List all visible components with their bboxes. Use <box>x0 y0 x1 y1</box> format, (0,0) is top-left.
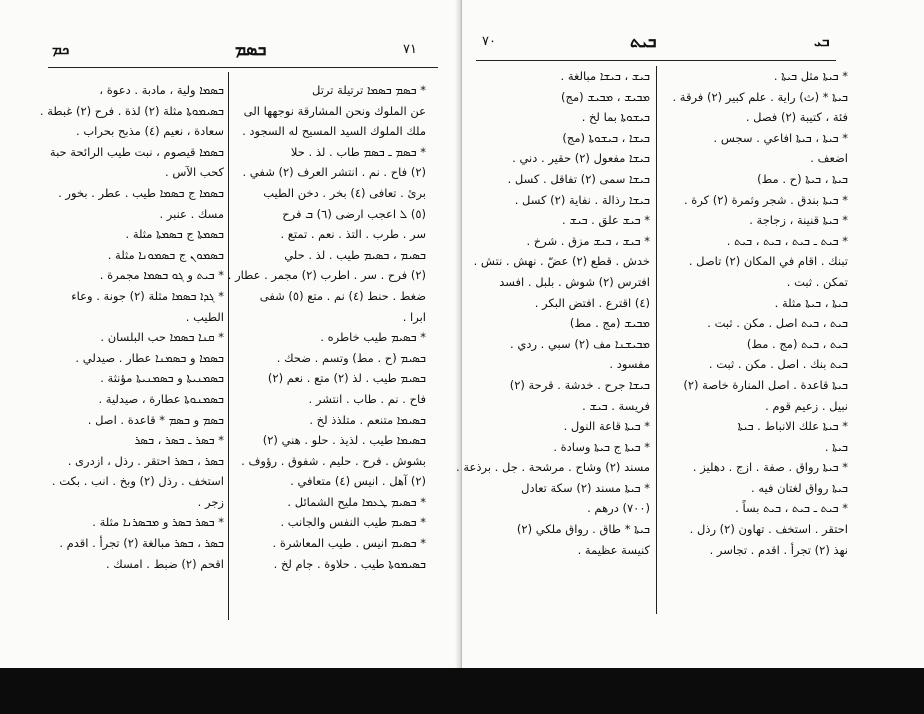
entry-line: ضغط . حنط (٤) نم . متع (٥) شفى <box>259 288 426 303</box>
entry-line: (٢) آهل . انيس (٤) متعافي . <box>290 474 426 489</box>
entry-line: * ܒܝܬܐ رواق . صفة . ازج . دهليز . <box>692 460 848 475</box>
left-page-number: ٧١ <box>403 42 417 57</box>
entry-line: ܒܣܡܐ ج ܒܣܡܐ طيب . عطر . بخور . <box>58 185 224 200</box>
entry-line: ܒܝܫܐ مفعول (٢) حقير . دني . <box>512 151 650 166</box>
entry-line: خدش . قطع (٢) عضّ . نهش . نتش . <box>473 254 650 269</box>
entry-line: * ܒܝܬ و ܓܘ ܒܣܡܐ مجمرة . <box>99 268 224 283</box>
left-page-header-word-center: ܒܣܡ <box>235 40 267 60</box>
entry-line: تبنك . اقام في المكان (٢) تاصل . <box>688 254 848 269</box>
right-page <box>456 0 924 668</box>
entry-line: ܒܝܬܐ . <box>824 439 848 454</box>
entry-line: استخف . رذل (٢) وبخ . انب . بكت . <box>51 474 224 489</box>
entry-line: (٥) ܠ اعجب ارضى (٦) ܒ فرح <box>282 206 426 221</box>
entry-line: ܒܝܬܐ * طاق . رواق ملكي (٢) <box>516 522 650 537</box>
entry-line: زجر . <box>197 494 224 509</box>
entry-line: ܒܣܝܡܘܬܐ طيب . حلاوة . جام لخ . <box>273 556 426 571</box>
right-page-header-word-left: ܒܝܬ <box>630 32 657 52</box>
entry-line: ملك الملوك السيد المسيح له السجود . <box>242 124 426 139</box>
entry-line: سعادة ، نعيم (٤) مذبح بحراب . <box>76 124 224 139</box>
entry-line: ܒܣܡܢܘܬܐ عطارة ، صيدلية . <box>98 391 224 406</box>
entry-line: * ܒܣܪ ـ ܒܣܪ ، ܒܣܪ <box>134 433 224 448</box>
entry-line: * ܒܝܬܐ قنينة ، زجاجة . <box>749 213 848 228</box>
entry-line: ܒܣܝܡܐ طيب . لذيذ . حلو . هني (٢) <box>262 433 426 448</box>
entry-line: * ܒܝܬܐ ج ܒܝܬܐ وسادة . <box>553 439 650 454</box>
entry-line: * ܒܝܬܐ بندق . شجر وثمرة (٢) كرة . <box>683 192 848 207</box>
entry-line: ܒܝܫ ، ܒܝܫܐ مبالغة . <box>560 69 650 83</box>
entry-line: ܒܝܬܐ قاعدة . اصل المنارة خاصة (٢) <box>683 377 848 392</box>
entry-line: كحب الآس . <box>165 165 224 180</box>
entry-line: فاح . نم . طاب . انتشر . <box>308 391 426 406</box>
entry-line: ܒܣܪ ، ܒܣܪ مبالغة (٢) تجرأ . اقدم . <box>59 536 224 551</box>
entry-line: ܒܝܬܐ رواق لغتان فيه . <box>751 480 848 495</box>
entry-line: مسند (٢) وشاح . مرشحة . جل . برذعة . <box>456 460 650 475</box>
entry-line: * ܒܝܬܐ مثل ܒܝܬܐ . <box>773 69 848 83</box>
entry-line: ܒܣܝܡ (ح . مط) وتسم . ضحك . <box>276 350 426 365</box>
entry-line: * ܒܣܡ ـ ܒܣܡ طاب . لذ . حلا <box>290 144 426 159</box>
entry-line: * ܒܝܬܐ مسند (٢) سكة تعادل <box>521 480 650 495</box>
entry-line: برئ . تعافى (٤) بخر . دخن الطيب <box>263 185 426 200</box>
entry-line: ܒܝܫܐ ، ܒܝܫܘܬܐ (مج) <box>562 130 650 145</box>
entry-line: * ܒܣܡ ܒܣܡܐ ترتيلة ترتل <box>311 83 426 97</box>
right-page-header-rule <box>476 60 836 61</box>
entry-line: ܒܣܡܐ قيصوم ، نبت طيب الرائحة حبة <box>49 144 224 159</box>
entry-line: ܡܒܝܫ (مج . مط) <box>569 316 650 331</box>
entry-line: سر . طرب . التذ . نعم . تمتع . <box>280 227 426 242</box>
entry-line: احتقر . استخف . تهاون (٢) رذل . <box>689 522 848 537</box>
entry-line: ܒܝܬ ، ܒܝܬ (مج . مط) <box>746 336 848 351</box>
entry-line: * ܒܝܫ علق . ܒܝܫ . <box>562 213 650 228</box>
right-page-column-divider <box>656 66 657 614</box>
entry-line: نهذ (٢) تجرأ . اقدم . تجاسر . <box>709 542 848 557</box>
entry-line: ܒܝܫܐ جرح . خدشة . قرحة (٢) <box>509 377 650 392</box>
entry-line: * ܒܝܬܐ علك الانباط . ܒܝܬܐ <box>737 419 848 434</box>
entry-line: ܒܣܝܡ ، ܒܣܝܡ طيب . لذ . حلي <box>284 247 426 262</box>
entry-line: * ܒܣܝܡ ܛܥܡܐ مليح الشمائل . <box>287 494 426 509</box>
right-page-left-column <box>456 66 650 560</box>
entry-line: نبيل . زعيم قوم . <box>765 398 848 413</box>
entry-line: تمكن . ثبت . <box>786 274 848 289</box>
entry-line: * ܓܕܐ ܒܣܡܐ مثلة (٢) جونة . وعاء <box>71 288 224 303</box>
entry-line: مفسود . <box>609 357 650 372</box>
entry-line: * ܒܝܬ ـ ܒܝܬ ، ܒܝܬ ، ܒܝܬ . <box>726 233 848 248</box>
entry-line: افترس (٢) شوش . بلبل . افسد <box>499 274 650 289</box>
entry-line: * ܒܝܬ ـ ܒܝܬ ، ܒܝܬ بساً . <box>735 501 848 516</box>
entry-line: الطيب . <box>185 309 224 324</box>
entry-line: ܒܝܬܐ * (ث) راية . علم كبير (٢) فرقة . <box>672 89 848 104</box>
entry-line: ܡܒܝܫ ، ܡܒܝܫ (مج) <box>561 89 650 104</box>
entry-line: ܒܣܡܐ ولية ، مادبة . دعوة ، <box>99 83 224 97</box>
entry-line: اقحم (٢) ضبط . امسك . <box>106 556 224 571</box>
entry-line: ܒܝܫܐ رذالة . نفاية (٢) كسل . <box>514 192 650 207</box>
entry-line: ܒܝܬ بنك . اصل . مكن . ثبت . <box>708 357 848 372</box>
entry-line: كنيسة عظيمة . <box>577 542 650 557</box>
entry-line: * ܒܣܝܡ انيس . طيب المعاشرة . <box>272 536 426 551</box>
entry-line: مسك . عنبر . <box>159 206 224 221</box>
entry-line: ܒܝܬ ، ܒܝܬ اصل . مكن . ثبت . <box>707 316 848 331</box>
left-page-header-word-left: ܟܡ <box>52 40 70 58</box>
left-page-column-divider <box>228 72 229 620</box>
entry-line: ܡܒܝܫܢܐ مف (٢) سبي . ردي . <box>510 336 650 351</box>
entry-line: * ܩܢܐ ܒܣܡܐ حب البلسان . <box>100 330 224 345</box>
entry-line: فريسة . ܒܝܫ . <box>582 398 650 413</box>
entry-line: ابرا . <box>402 309 426 324</box>
left-page-header-rule <box>48 67 438 68</box>
entry-line: * ܒܣܪ ܒܣܪ و ܡܒܣܪܢܐ مثلة . <box>92 515 224 530</box>
left-page-left-column <box>39 80 224 574</box>
entry-line: عن الملوك ونحن المشارقة نوجهها الى <box>243 103 426 118</box>
entry-line: (٢) فرح . سر . اطرب (٢) مجمر . عطار . <box>227 268 426 283</box>
entry-line: (٤) اقترع . افتض البكر . <box>534 295 650 310</box>
entry-line: ܒܣܡܐ و ܒܣܡܢܐ عطار . صيدلي . <box>75 350 224 365</box>
entry-line: ܒܝܬܐ ، ܒܝܬܐ (ح . مط) <box>757 171 848 186</box>
scanner-bottom-edge <box>0 668 924 714</box>
entry-line: ܒܣܪ ، ܒܣܪ احتقر . رذل ، ازدرى . <box>67 453 224 468</box>
entry-line: * ܒܝܬܐ قاعة النول . <box>563 419 650 434</box>
entry-line: ܒܝܫܘܬܐ بما لخ . <box>581 110 650 125</box>
entry-line: (٢) فاح . نم . انتشر العرف (٢) شفي . <box>242 165 426 180</box>
entry-line: * ܒܝܬܐ ، ܒܝܬܐ افاعي . سجس . <box>713 130 848 145</box>
entry-line: ܒܣܝܡܐ متنعم . متلذذ لخ . <box>309 412 426 427</box>
entry-line: ܒܝܬܐ ، ܒܝܬܐ مثلة . <box>774 295 848 310</box>
entry-line: ܒܣܡܬܐ ج ܒܣܡܬܐ مثلة . <box>125 227 224 242</box>
entry-line: ܒܣܡܘܢ ج ܒܣܡܘܢܐ مثلة . <box>107 247 224 262</box>
entry-line: (٧٠٠) درهم . <box>587 501 650 516</box>
entry-line: * ܒܣܝܡ طيب خاطره . <box>320 330 426 345</box>
entry-line: اضعف . <box>810 151 848 166</box>
entry-line: ܒܣܡܢܝܬܐ و ܒܣܡܢܝܬܐ مؤنثة . <box>100 371 224 386</box>
entry-line: * ܒܣܝܡ طيب النفس والجانب . <box>280 515 426 530</box>
right-page-header-word-right: ܒܝ <box>814 32 830 50</box>
entry-line: ܒܣܝܡ طيب . لذ (٢) متع . نعم (٢) <box>267 371 426 386</box>
right-page-right-column <box>662 66 848 560</box>
left-page <box>0 0 460 668</box>
entry-line: * ܒܝܫ ، ܒܝܫ مزق . شرخ . <box>526 233 650 248</box>
right-page-number: ٧٠ <box>482 34 496 49</box>
entry-line: ܒܣܡ و ܒܣܡ * قاعدة . اصل . <box>87 412 224 427</box>
entry-line: فئة ، كتيبة (٢) فصل . <box>745 110 848 125</box>
left-page-right-column <box>227 80 426 574</box>
entry-line: بشوش . فرح . حليم . شفوق . رؤوف . <box>241 453 426 468</box>
entry-line: ܒܝܫܐ سمى (٢) تفاقل . كسل . <box>507 171 650 186</box>
entry-line: ܒܣܝܡܘܬܐ مثلة (٢) لذة . فرح (٢) غبطة . <box>39 103 224 118</box>
